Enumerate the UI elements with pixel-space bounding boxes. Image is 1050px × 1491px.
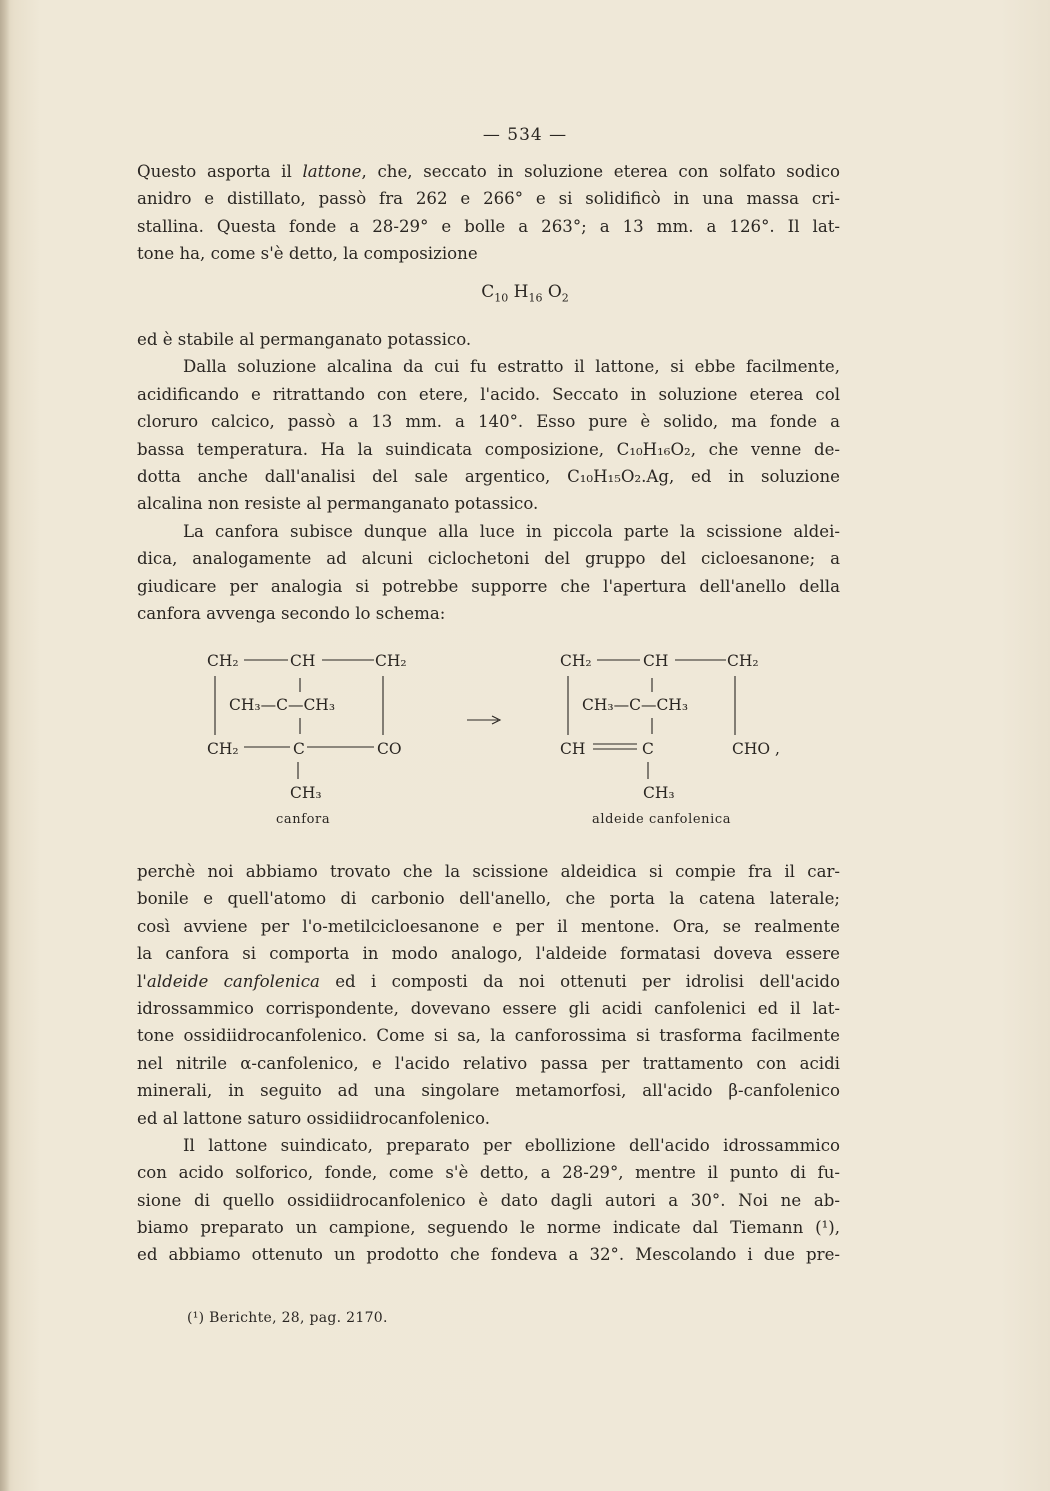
page-number: — 534 — — [482, 125, 568, 145]
text-line: tone ha, come s'è detto, la composizione — [137, 244, 478, 264]
text-line: tone ossidiidrocanfolenico. Come si sa, la canforossima si trasforma facilmente — [137, 1026, 840, 1046]
reaction-arrow — [467, 716, 500, 724]
chem-atom: CO — [377, 740, 402, 758]
compound-label: canfora — [276, 812, 331, 827]
chem-atom: CH — [560, 740, 586, 758]
text-line: l'aldeide canfolenica ed i composti da noi ottenuti per idrolisi dell'acido — [137, 971, 840, 991]
text-line: dotta anche dall'analisi del sale argentico, C₁₀H₁₅O₂.Ag, ed in soluzione — [137, 466, 840, 486]
text-line: ed al lattone saturo ossidiidrocanfolenico. — [137, 1108, 490, 1128]
text-line: dica, analogamente ad alcuni ciclochetoni del gruppo del cicloesanone; a — [137, 549, 840, 569]
paragraph-3 — [137, 858, 840, 1269]
text-line: con acido solforico, fonde, come s'è detto, a 28-29°, mentre il punto di fu- — [137, 1163, 840, 1183]
text-line: cloruro calcico, passò a 13 mm. a 140°. Esso pure è solido, ma fonde a — [137, 412, 840, 432]
chem-atom: CH₃—C—CH₃ — [582, 696, 689, 714]
paragraph-1 — [137, 158, 840, 268]
text-line: La canfora subisce dunque alla luce in piccola parte la scissione aldei- — [183, 521, 840, 541]
camphor-structure — [207, 652, 407, 827]
chem-atom: CH₃ — [643, 784, 675, 802]
chem-atom: CH — [643, 652, 669, 670]
text-line: perchè noi abbiamo trovato che la scissione aldeidica si compie fra il car- — [137, 862, 840, 881]
text-line: così avviene per l'o-metilcicloesanone e per il mentone. Ora, se realmente — [137, 916, 840, 936]
text-line: la canfora si comporta in modo analogo, l'aldeide formatasi doveva essere — [137, 944, 840, 964]
text-line: ed è stabile al permanganato potassico. — [137, 330, 472, 349]
text-line: anidro e distillato, passò fra 262 e 266° e si solidificò in una massa cri- — [137, 189, 840, 209]
text-line: idrossammico corrispondente, dovevano essere gli acidi canfolenici ed il lat- — [137, 998, 840, 1018]
text-line: alcalina non resiste al permanganato potassico. — [137, 494, 539, 514]
text-line: canfora avvenga secondo lo schema: — [137, 603, 446, 623]
text-line: minerali, in seguito ad una singolare metamorfosi, all'acido β-canfolenico — [137, 1081, 840, 1101]
reaction-scheme — [0, 640, 1050, 840]
scheme-svg — [0, 640, 1050, 840]
text-line: bonile e quell'atomo di carbonio dell'anello, che porta la catena laterale; — [137, 889, 840, 909]
text-line: Il lattone suindicato, preparato per ebollizione dell'acido idrossammico — [183, 1135, 840, 1155]
chem-atom: CH₂ — [560, 652, 592, 670]
text-line: Questo asporta il lattone, che, seccato in soluzione eterea con solfato sodico — [137, 162, 840, 181]
chem-atom: CH₂ — [375, 652, 407, 670]
chem-atom: CH₃—C—CH₃ — [229, 696, 336, 714]
chem-atom: C — [293, 740, 305, 758]
text-line: Dalla soluzione alcalina da cui fu estratto il lattone, si ebbe facilmente, — [183, 357, 840, 377]
text-line: giudicare per analogia si potrebbe supporre che l'apertura dell'anello della — [137, 576, 840, 596]
text-line: sione di quello ossidiidrocanfolenico è dato dagli autori a 30°. Noi ne ab- — [137, 1190, 840, 1210]
chem-atom: CH₂ — [207, 652, 239, 670]
footnote: (¹) Berichte, 28, pag. 2170. — [187, 1310, 388, 1326]
chem-atom: CH — [290, 652, 316, 670]
aldeide-canfolenica-structure — [560, 652, 780, 827]
text-line: stallina. Questa fonde a 28-29° e bolle a 263°; a 13 mm. a 126°. Il lat- — [137, 216, 840, 236]
chem-atom: CH₂ — [727, 652, 759, 670]
chem-atom: CH₃ — [290, 784, 322, 802]
text-line: acidificando e ritrattando con etere, l'acido. Seccato in soluzione eterea col — [137, 384, 840, 404]
text-line: biamo preparato un campione, seguendo le norme indicate dal Tiemann (¹), — [137, 1218, 840, 1238]
chem-atom: CH₂ — [207, 740, 239, 758]
text-line: nel nitrile α-canfolenico, e l'acido relativo passa per trattamento con acidi — [137, 1053, 840, 1073]
paragraph-2 — [137, 326, 840, 627]
text-line: bassa temperatura. Ha la suindicata composizione, C₁₀H₁₆O₂, che venne de- — [137, 439, 840, 459]
chem-atom: CHO , — [732, 740, 780, 758]
formula-lactone: $C_{10}$ $H_{16}$ $O_2$ — [481, 282, 569, 305]
compound-label: aldeide canfolenica — [592, 812, 732, 827]
chem-atom: C — [642, 740, 654, 758]
text-line: ed abbiamo ottenuto un prodotto che fondeva a 32°. Mescolando i due pre- — [137, 1245, 840, 1265]
